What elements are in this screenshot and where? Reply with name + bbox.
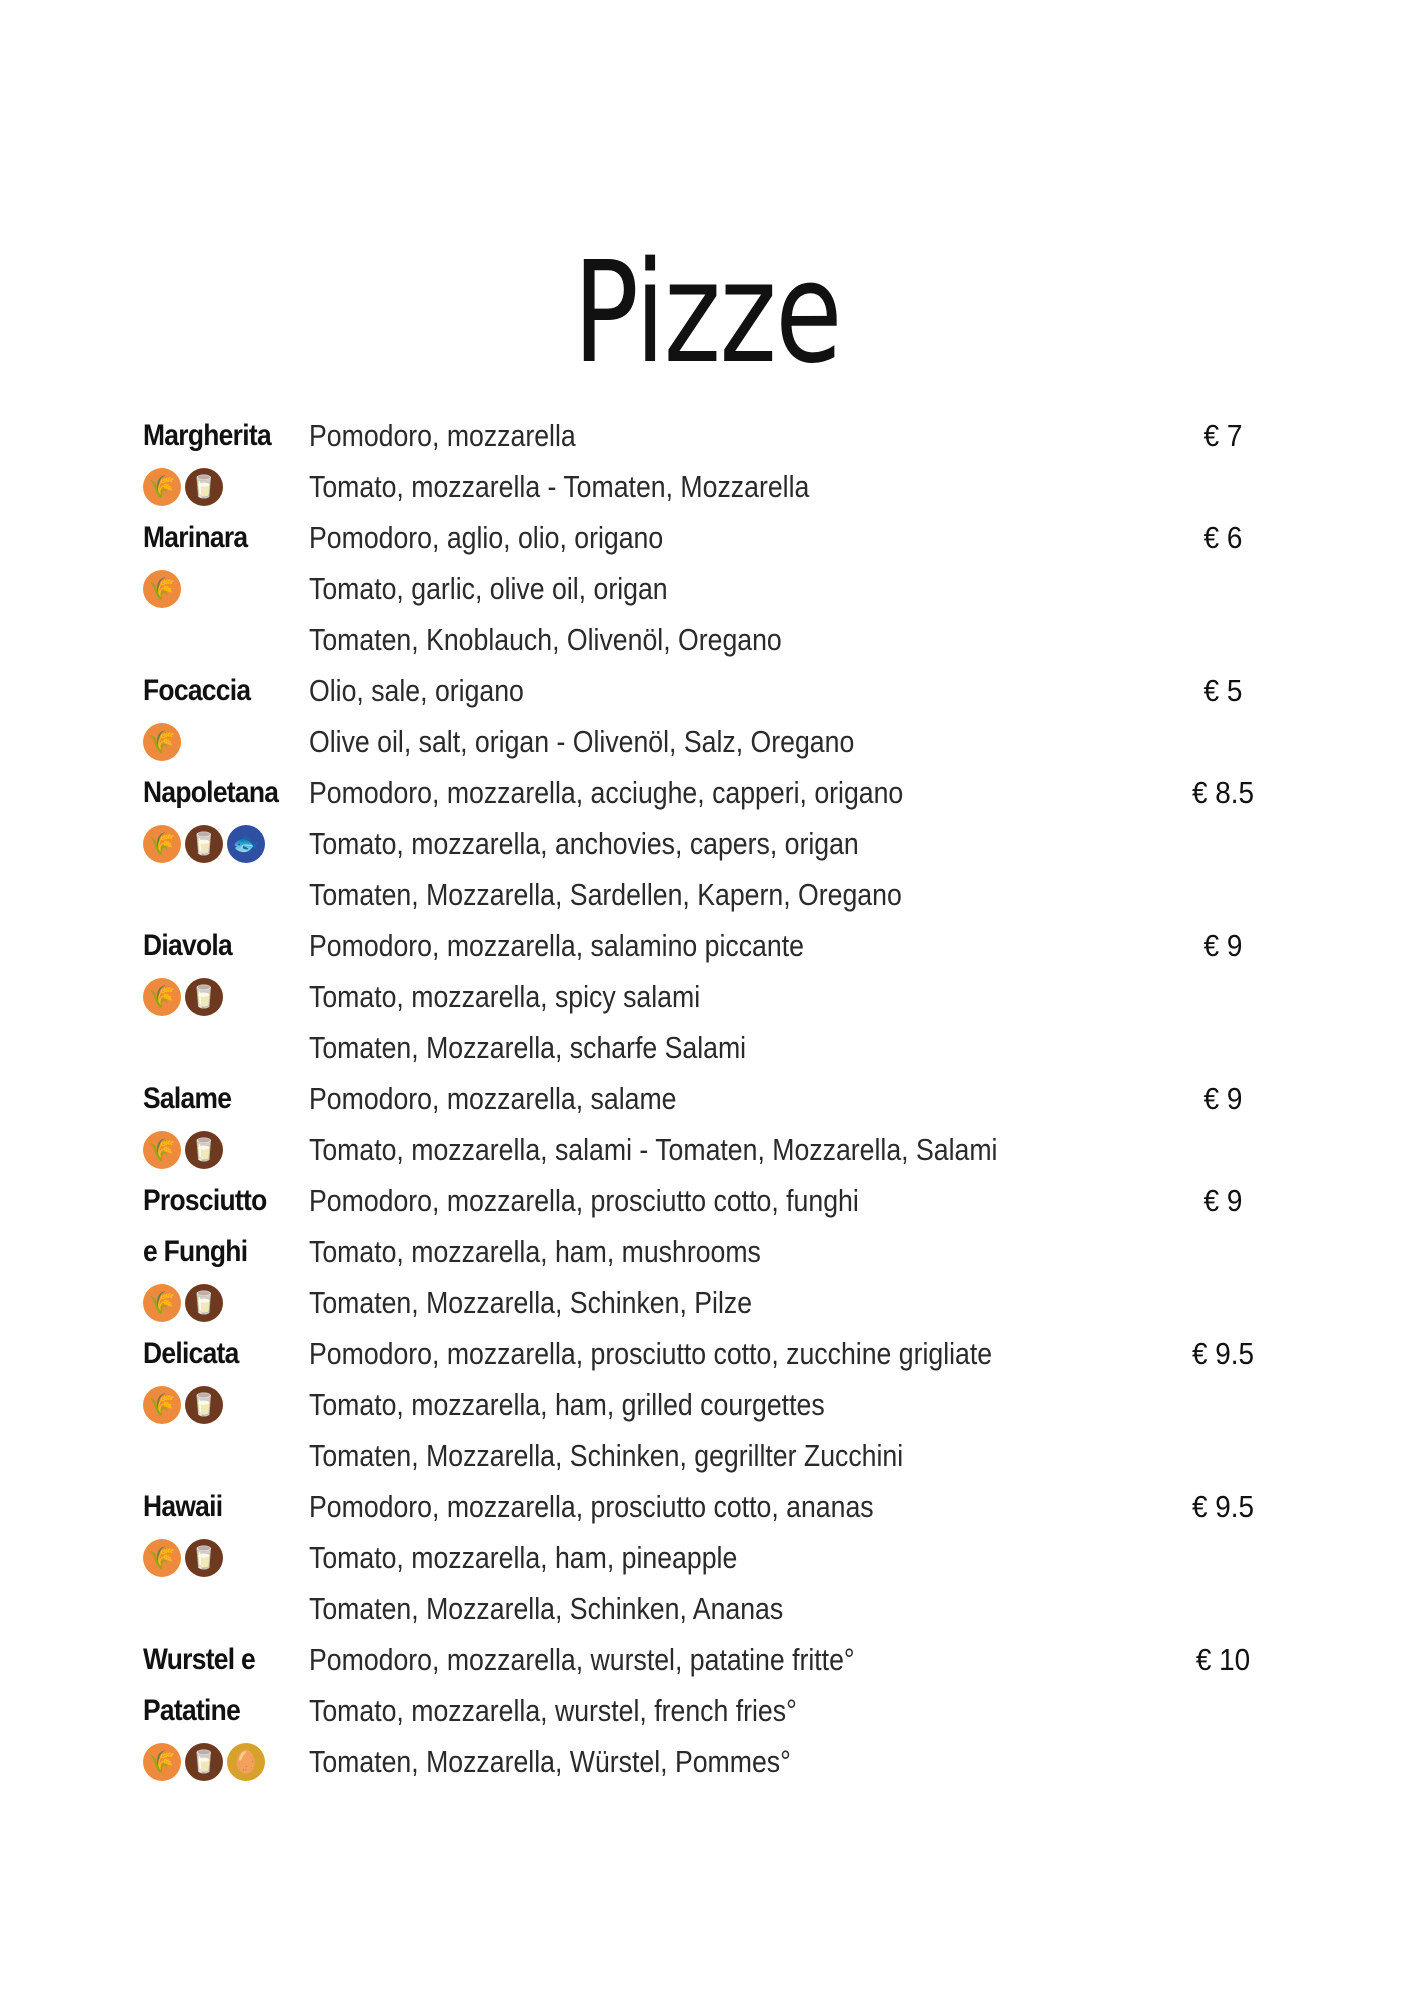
description-line: Pomodoro, mozzarella, prosciutto cotto, zucchine grigliate [309,1336,993,1371]
menu-item [143,1175,1283,1328]
wheat-icon: 🌾 [143,978,181,1016]
description-line: Pomodoro, mozzarella, prosciutto cotto, funghi [309,1183,859,1218]
menu-item [143,1328,1283,1481]
wheat-icon: 🌾 [143,723,181,761]
allergen-icons [143,1532,309,1583]
description-line: Tomato, mozzarella, wurstel, french fries° [309,1693,797,1728]
menu-item [143,512,1283,665]
wheat-icon: 🌾 [143,1743,181,1781]
description-line: Tomato, garlic, olive oil, origan [309,571,668,606]
menu-item [143,665,1283,767]
pizza-name: Focaccia [143,674,251,707]
price: € 5 [1203,673,1243,708]
milk-jug-icon: 🥛 [185,1743,223,1781]
menu-item [143,1634,1283,1787]
allergen-icons [143,563,309,614]
pizza-description [309,512,1163,665]
description-line: Olio, sale, origano [309,673,524,708]
menu-item [143,1073,1283,1175]
description-line: Tomaten, Mozzarella, Schinken, Pilze [309,1285,753,1320]
description-line: Pomodoro, mozzarella, prosciutto cotto, ananas [309,1489,874,1524]
allergen-icons [143,716,309,767]
pizza-name-cell [143,665,309,767]
pizza-name: Prosciutto [143,1184,267,1217]
wheat-icon: 🌾 [143,570,181,608]
allergen-icons [143,461,309,512]
description-line: Tomato, mozzarella, salami - Tomaten, Mozzarella, Salami [309,1132,998,1167]
allergen-icons [143,1379,309,1430]
wheat-icon: 🌾 [143,825,181,863]
price: € 6 [1203,520,1243,555]
menu-item [143,767,1283,920]
milk-jug-icon: 🥛 [185,978,223,1016]
milk-jug-icon: 🥛 [185,1539,223,1577]
price: € 10 [1195,1642,1251,1677]
pizza-name-cell [143,1328,309,1430]
wheat-icon: 🌾 [143,1131,181,1169]
description-line: Pomodoro, mozzarella [309,418,576,453]
allergen-icons [143,818,309,869]
pizza-name: Hawaii [143,1490,223,1523]
pizza-name: Marinara [143,521,248,554]
milk-jug-icon: 🥛 [185,1386,223,1424]
description-line: Tomato, mozzarella, spicy salami [309,979,701,1014]
milk-jug-icon: 🥛 [185,1284,223,1322]
price: € 7 [1203,418,1243,453]
description-line: Tomato, mozzarella, ham, grilled courgettes [309,1387,825,1422]
description-line: Pomodoro, mozzarella, salame [309,1081,677,1116]
description-line: Tomato, mozzarella, anchovies, capers, origan [309,826,859,861]
description-line: Tomaten, Knoblauch, Olivenöl, Oregano [309,622,782,657]
wheat-icon: 🌾 [143,1284,181,1322]
menu-item [143,1481,1283,1634]
price: € 9.5 [1191,1489,1255,1524]
pizza-name-cell [143,767,309,869]
allergen-icons [143,971,309,1022]
pizza-description [309,767,1163,920]
pizza-name-cell [143,1481,309,1583]
pizza-menu-list [143,410,1283,1787]
description-line: Pomodoro, mozzarella, salamino piccante [309,928,804,963]
price: € 8.5 [1191,775,1255,810]
description-line: Pomodoro, aglio, olio, origano [309,520,664,555]
menu-item [143,920,1283,1073]
pizza-name-cell [143,920,309,1022]
pizza-name-cell [143,512,309,614]
allergen-icons [143,1277,309,1328]
pizza-name-cell [143,410,309,512]
wheat-icon: 🌾 [143,1539,181,1577]
pizza-description [309,1328,1163,1481]
pizza-name: Patatine [143,1694,241,1727]
milk-jug-icon: 🥛 [185,468,223,506]
milk-jug-icon: 🥛 [185,825,223,863]
description-line: Pomodoro, mozzarella, wurstel, patatine fritte° [309,1642,855,1677]
description-line: Tomato, mozzarella, ham, mushrooms [309,1234,761,1269]
pizza-name: Napoletana [143,776,279,809]
pizza-name: Wurstel e [143,1643,256,1676]
egg-icon: 🥚 [227,1743,265,1781]
pizza-description [309,920,1163,1073]
page-title: Pizze [573,231,841,395]
description-line: Tomato, mozzarella - Tomaten, Mozzarella [309,469,810,504]
pizza-name: Margherita [143,419,271,452]
allergen-icons [143,1736,309,1787]
menu-item [143,410,1283,512]
wheat-icon: 🌾 [143,1386,181,1424]
price: € 9 [1203,1081,1243,1116]
description-line: Tomaten, Mozzarella, Schinken, gegrillter Zucchini [309,1438,904,1473]
wheat-icon: 🌾 [143,468,181,506]
pizza-description [309,1481,1163,1634]
allergen-icons [143,1124,309,1175]
description-line: Tomaten, Mozzarella, Schinken, Ananas [309,1591,784,1626]
pizza-name: Delicata [143,1337,239,1370]
description-line: Tomato, mozzarella, ham, pineapple [309,1540,738,1575]
pizza-name-cell [143,1175,309,1328]
fish-icon: 🐟 [227,825,265,863]
pizza-description [309,1175,1163,1328]
description-line: Tomaten, Mozzarella, scharfe Salami [309,1030,747,1065]
price: € 9 [1203,928,1243,963]
price: € 9 [1203,1183,1243,1218]
description-line: Olive oil, salt, origan - Olivenöl, Salz, Oregano [309,724,855,759]
pizza-description [309,1073,1163,1175]
description-line: Tomaten, Mozzarella, Würstel, Pommes° [309,1744,791,1779]
pizza-name-cell [143,1073,309,1175]
pizza-description [309,410,1163,512]
pizza-name: Diavola [143,929,232,962]
milk-jug-icon: 🥛 [185,1131,223,1169]
price: € 9.5 [1191,1336,1255,1371]
pizza-description [309,665,1163,767]
description-line: Tomaten, Mozzarella, Sardellen, Kapern, Oregano [309,877,902,912]
pizza-description [309,1634,1163,1787]
pizza-name: e Funghi [143,1235,248,1268]
pizza-name: Salame [143,1082,232,1115]
pizza-name-cell [143,1634,309,1787]
description-line: Pomodoro, mozzarella, acciughe, capperi, origano [309,775,904,810]
